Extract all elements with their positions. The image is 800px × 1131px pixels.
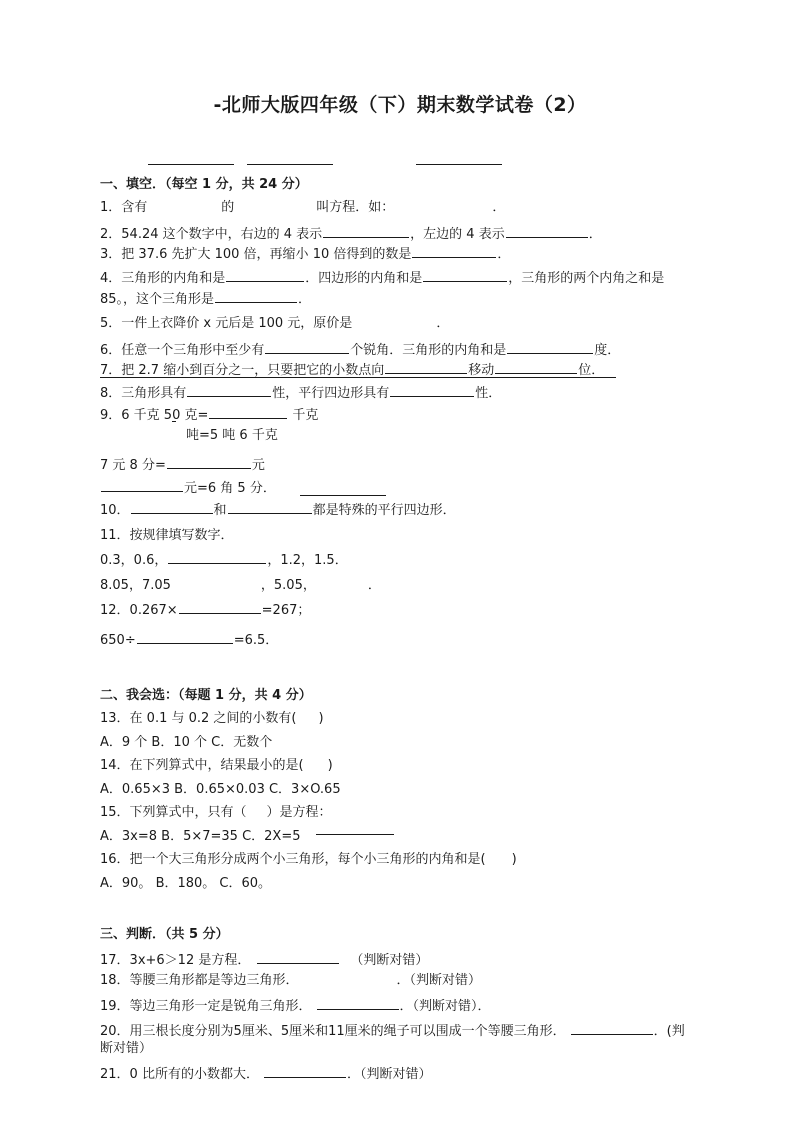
q2-end: ． [588, 227, 602, 242]
question-13 [100, 711, 324, 727]
q6-blank-1[interactable] [265, 340, 349, 354]
question-15-options: A．3x=8 B．5×7=35 C．2X=5 [100, 829, 301, 844]
q1-end: ． [492, 200, 506, 215]
question-21 [100, 1064, 431, 1083]
q10-top-line [300, 494, 386, 496]
question-3 [100, 244, 510, 263]
q9-text: 9．6 千克 50 克= [100, 408, 209, 423]
q11-blank-1[interactable] [168, 550, 266, 564]
q5-end: ． [436, 316, 450, 331]
q6-blank-2[interactable] [507, 340, 593, 354]
q11-seq-1-end: ，1.2，1.5． [267, 553, 348, 568]
q4-text-2: ．四边形的内角和是 [305, 271, 423, 286]
q9-text-3: 7 元 8 分= [100, 458, 166, 473]
question-20-cont: 断对错） [100, 1041, 153, 1056]
q7-end: 位． [578, 363, 605, 378]
question-15 [100, 805, 332, 821]
question-9-b [186, 428, 278, 444]
q3-end: ． [497, 247, 511, 262]
question-4 [100, 268, 664, 287]
q4-text-3: ，三角形的两个内角之和是 [508, 271, 665, 286]
section-2-heading: 二、我会选：（每题 1 分，共 4 分） [100, 688, 312, 703]
q9-blank-4[interactable] [101, 478, 183, 492]
header-blank-1[interactable] [148, 163, 234, 165]
question-8 [100, 383, 501, 402]
q7-rule [100, 376, 616, 378]
q12-text: 12．0.267× [100, 603, 178, 618]
q21-text: 21．0 比所有的小数都大． [100, 1067, 259, 1082]
q8-blank-2[interactable] [390, 383, 474, 397]
question-4-cont [100, 289, 311, 308]
q3-text: 3．把 37.6 先扩大 100 倍，再缩小 10 倍得到的数是 [100, 247, 412, 262]
question-9-d [100, 478, 276, 497]
question-18 [100, 973, 481, 989]
q2-text-2: ，左边的 4 表示 [410, 227, 505, 242]
q11-seq-2: 8.05，7.05 [100, 578, 171, 593]
q7-blank-2[interactable] [495, 360, 577, 374]
q20-blank[interactable] [571, 1021, 653, 1035]
q10-blank-2[interactable] [228, 500, 312, 514]
exam-title: -北师大版四年级（下）期末数学试卷（2） [213, 94, 587, 116]
q4-blank-3[interactable] [215, 289, 297, 303]
question-17 [100, 950, 428, 969]
question-12 [100, 600, 310, 619]
question-5 [100, 316, 449, 332]
q5-text: 5．一件上衣降价 x 元后是 100 元，原价是 [100, 316, 353, 331]
question-11-b [100, 578, 381, 594]
q4-text-4: 85。，这个三角形是 [100, 292, 215, 307]
q7-text: 7．把 2.7 缩小到百分之一，只要把它的小数点向 [100, 363, 385, 378]
q18-hint: ．（判断对错） [396, 973, 482, 988]
question-10 [100, 500, 456, 519]
q1-text: 1．含有 [100, 200, 148, 215]
question-11: 11．按规律填写数字． [100, 528, 234, 543]
q4-text: 4．三角形的内角和是 [100, 271, 226, 286]
q2-blank-1[interactable] [323, 224, 409, 238]
q19-blank[interactable] [317, 996, 399, 1010]
q21-hint: ．（判断对错） [346, 1067, 432, 1082]
question-16-options: A．90。 B．180。 C．60。 [100, 876, 272, 891]
q4-end: ． [298, 292, 312, 307]
q10-text-3: 都是特殊的平行四边形． [312, 503, 456, 518]
q3-blank[interactable] [412, 244, 496, 258]
q7-text-2: 移动 [468, 363, 495, 378]
question-14-options: A．0.65×3 B．0.65×0.03 C．3×O.65 [100, 782, 341, 797]
q14-text: 14．在下列算式中，结果最小的是( [100, 758, 304, 773]
q10-text-2: 和 [213, 503, 227, 518]
q8-end: 性． [475, 386, 502, 401]
q17-text: 17．3x+6＞12 是方程． [100, 953, 251, 968]
q4-blank-2[interactable] [423, 268, 507, 282]
q6-text: 6．任意一个三角形中至少有 [100, 343, 265, 358]
q9-text-2: 吨=5 吨 6 千克 [186, 428, 278, 443]
q19-hint: ．（判断对错）． [399, 999, 491, 1014]
q16-paren: ) [511, 852, 517, 867]
question-11-a [100, 550, 348, 569]
q9-unit-2: 元 [251, 458, 265, 473]
q1-text-2: 的 [221, 200, 235, 215]
q12-blank-2[interactable] [137, 630, 233, 644]
question-20 [100, 1021, 685, 1040]
question-16 [100, 852, 517, 868]
q11-seq-1: 0.3，0.6， [100, 553, 168, 568]
q10-text: 10． [100, 503, 130, 518]
q2-blank-2[interactable] [506, 224, 588, 238]
q1-text-3: 叫方程．如： [316, 200, 395, 215]
q8-text-2: 性，平行四边形具有 [272, 386, 390, 401]
q9-blank-3[interactable] [167, 455, 251, 469]
q6-end: 度． [594, 343, 621, 358]
q14-paren: ) [327, 758, 333, 773]
q9-unit: 千克 [292, 408, 319, 423]
question-12-b [100, 630, 278, 649]
q6-text-2: 个锐角．三角形的内角和是 [350, 343, 507, 358]
q9-blank-2[interactable] [172, 420, 176, 422]
question-13-options: A．9 个 B．10 个 C．无数个 [100, 735, 273, 750]
q9-text-4: 元=6 角 5 分． [184, 481, 276, 496]
q21-blank[interactable] [264, 1064, 346, 1078]
q11-seq-2-end: ． [367, 578, 381, 593]
q2-text: 2．54.24 这个数字中，右边的 4 表示 [100, 227, 323, 242]
q20-text: 20．用三根长度分别为5厘米、5厘米和11厘米的绳子可以围成一个等腰三角形． [100, 1024, 566, 1039]
header-blank-3[interactable] [416, 163, 502, 165]
question-9 [100, 405, 318, 424]
question-19 [100, 996, 491, 1015]
question-9-c [100, 455, 265, 474]
section-3-heading: 三、判断．（共 5 分） [100, 927, 229, 942]
q17-blank[interactable] [257, 950, 339, 964]
q18-text: 18．等腰三角形都是等边三角形． [100, 973, 299, 988]
q7-blank-1[interactable] [385, 360, 467, 374]
question-1 [100, 200, 505, 216]
question-14 [100, 758, 333, 774]
q8-text: 8．三角形具有 [100, 386, 187, 401]
q8-blank-1[interactable] [187, 383, 271, 397]
q12-end: =267； [261, 603, 311, 618]
q13-text: 13．在 0.1 与 0.2 之间的小数有( [100, 711, 297, 726]
q15-text: 15．下列算式中，只有（ [100, 805, 247, 820]
q13-paren: ) [318, 711, 324, 726]
q10-blank-1[interactable] [131, 500, 213, 514]
q20-hint: ．(判 [653, 1024, 685, 1039]
q19-text: 19．等边三角形一定是锐角三角形． [100, 999, 312, 1014]
q12-blank-1[interactable] [179, 600, 261, 614]
q17-hint: （判断对错） [350, 953, 429, 968]
q12-text-2: 650÷ [100, 633, 136, 648]
q16-text: 16．把一个大三角形分成两个小三角形，每个小三角形的内角和是( [100, 852, 486, 867]
q11-seq-2-mid: ，5.05， [260, 578, 316, 593]
q15-blank[interactable] [316, 833, 394, 835]
question-2 [100, 224, 602, 243]
q12-end-2: =6.5． [233, 633, 279, 648]
q15-text-2: ）是方程： [266, 805, 332, 820]
q9-blank-1[interactable] [209, 405, 287, 419]
header-blank-2[interactable] [247, 163, 333, 165]
q4-blank-1[interactable] [226, 268, 304, 282]
section-1-heading: 一、填空．（每空 1 分，共 24 分） [100, 177, 308, 192]
question-6 [100, 340, 620, 359]
